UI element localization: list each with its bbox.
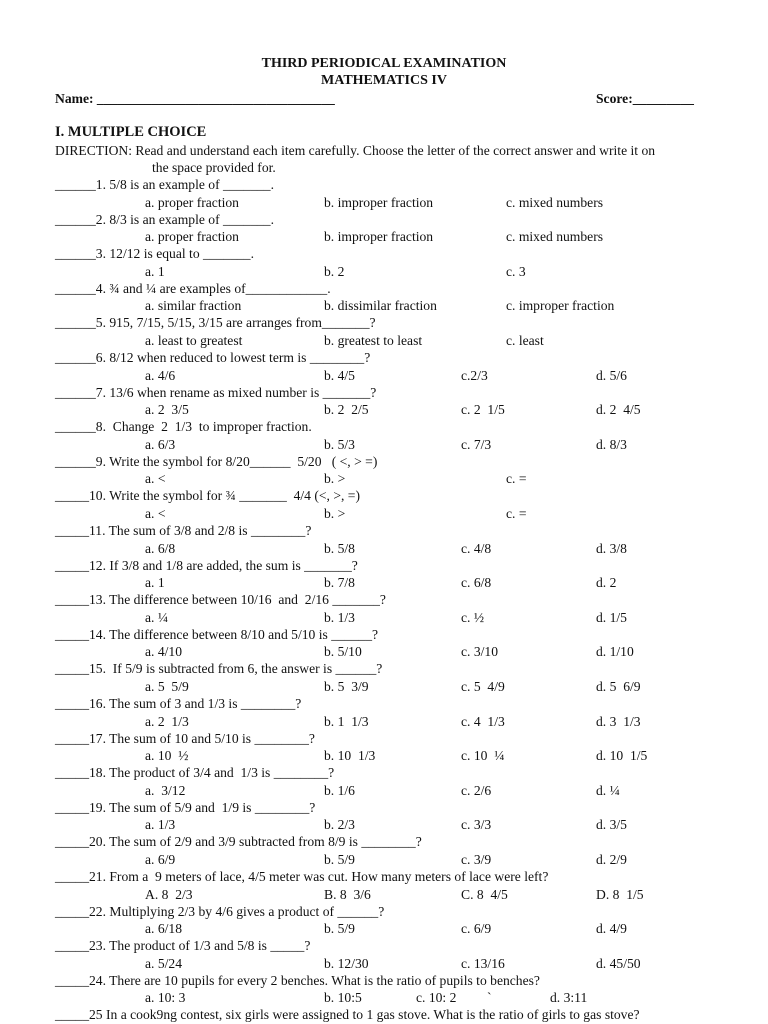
direction-text: DIRECTION: Read and understand each item carefully. Choose the letter of the correct answer and write it on xyxy=(55,143,656,158)
answer-option: c. improper fraction xyxy=(506,298,615,314)
question-text: _____20. The sum of 2/9 and 3/9 subtracted from 8/9 is ________? xyxy=(55,834,422,850)
answer-option: a. proper fraction xyxy=(145,194,239,210)
answer-option: c. 3 xyxy=(506,263,526,279)
answer-option: c. ½ xyxy=(461,609,485,625)
answer-option: d. 1/10 xyxy=(596,644,634,660)
answer-option: d. 8/3 xyxy=(596,436,627,452)
answer-option: c. = xyxy=(506,505,527,521)
exam-subject: MATHEMATICS IV xyxy=(321,73,447,88)
question-text: _____15. If 5/9 is subtracted from 6, the answer is ______? xyxy=(55,661,383,677)
answer-option: b. 12/30 xyxy=(324,955,369,971)
answer-option: b. dissimilar fraction xyxy=(324,298,437,314)
direction-text-cont: the space provided for. xyxy=(152,160,276,175)
answer-option: b. 5/8 xyxy=(324,540,355,556)
answer-option: b. 1/3 xyxy=(324,609,355,625)
answer-option: d. 5 6/9 xyxy=(596,678,641,694)
answer-option: a. 4/6 xyxy=(145,367,176,383)
question-text: _____11. The sum of 3/8 and 2/8 is ________? xyxy=(55,523,312,538)
answer-option: d. 2/9 xyxy=(596,851,627,867)
answer-option: a. 6/18 xyxy=(145,921,182,937)
answer-option: a. 5/24 xyxy=(145,955,182,971)
answer-option: c. mixed numbers xyxy=(506,194,604,210)
answer-option: d. 2 xyxy=(596,575,617,591)
answer-option: c. 3/3 xyxy=(461,817,492,833)
answer-option: b. 2 2/5 xyxy=(324,402,369,418)
answer-option: a. 1 xyxy=(145,575,165,591)
answer-option: b. 2/3 xyxy=(324,817,355,833)
answer-option: c. least xyxy=(506,332,544,348)
answer-option: b. improper fraction xyxy=(324,229,434,245)
answer-option: b. > xyxy=(324,505,346,521)
question-text: _____25 In a cook9ng contest, six girls were assigned to 1 gas stove. What is the ratio of girls to gas stove? xyxy=(55,1007,640,1023)
answer-option: d. 45/50 xyxy=(596,955,641,971)
answer-option: a. 6/8 xyxy=(145,540,176,556)
answer-option: c. 3/9 xyxy=(461,851,492,867)
answer-option: d. 4/9 xyxy=(596,921,627,937)
answer-option: B. 8 3/6 xyxy=(324,886,371,902)
answer-option: b. 10:5 xyxy=(324,990,362,1006)
answer-option: C. 8 4/5 xyxy=(461,886,508,902)
answer-option: a. 6/9 xyxy=(145,851,176,867)
answer-option: b. 4/5 xyxy=(324,367,355,383)
question-text: _____19. The sum of 5/9 and 1/9 is ________? xyxy=(55,799,316,815)
answer-option: a. ¼ xyxy=(145,609,169,625)
answer-option: a. similar fraction xyxy=(145,298,242,314)
answer-option: d. 3/8 xyxy=(596,540,627,556)
answer-option: c. 4 1/3 xyxy=(461,713,505,729)
question-text: _____17. The sum of 10 and 5/10 is ________? xyxy=(55,730,315,746)
question-text: ______2. 8/3 is an example of _______. xyxy=(55,211,274,227)
answer-option: d. 2 4/5 xyxy=(596,402,641,418)
answer-option: a. 2 1/3 xyxy=(145,713,189,729)
answer-option: b. 5/9 xyxy=(324,851,355,867)
question-text: _____24. There are 10 pupils for every 2 benches. What is the ratio of pupils to benches? xyxy=(55,972,540,988)
question-text: _____18. The product of 3/4 and 1/3 is ________? xyxy=(55,765,335,781)
answer-option: a. 1/3 xyxy=(145,817,176,833)
section-heading: I. MULTIPLE CHOICE xyxy=(55,124,207,140)
question-text: _____23. The product of 1/3 and 5/8 is _____? xyxy=(55,938,311,954)
answer-option: a. 5 5/9 xyxy=(145,678,189,694)
answer-option: c. = xyxy=(506,471,527,487)
answer-option: b. 5 3/9 xyxy=(324,678,369,694)
answer-option: d. 10 1/5 xyxy=(596,748,648,764)
answer-option: b. 5/9 xyxy=(324,921,355,937)
answer-option: d. 3:11 xyxy=(550,990,588,1006)
answer-option: b. 5/3 xyxy=(324,436,355,452)
answer-option: a. 3/12 xyxy=(145,782,186,798)
answer-option: b. improper fraction xyxy=(324,194,434,210)
question-text: _____16. The sum of 3 and 1/3 is ________? xyxy=(55,696,302,711)
answer-option: c. mixed numbers xyxy=(506,229,604,245)
score-field: Score:_________ xyxy=(596,91,694,106)
question-text: _____10. Write the symbol for ¾ _______ 4/4 (<, >, =) xyxy=(55,488,360,504)
answer-option: a. < xyxy=(145,471,166,487)
answer-option: c. 6/8 xyxy=(461,575,492,591)
answer-option: a. 10 ½ xyxy=(145,748,189,764)
answer-option: b. 2 xyxy=(324,263,345,279)
question-text: ______9. Write the symbol for 8/20______ 5/20 ( <, > =) xyxy=(55,453,378,469)
answer-option: a. 1 xyxy=(145,263,165,279)
answer-option: c. 10 ¼ xyxy=(461,748,505,764)
answer-option: b. 5/10 xyxy=(324,644,362,660)
answer-option: b. greatest to least xyxy=(324,332,423,348)
answer-option: b. 1 1/3 xyxy=(324,713,369,729)
question-text: ______5. 915, 7/15, 5/15, 3/15 are arranges from_______? xyxy=(55,315,376,331)
question-text: _____14. The difference between 8/10 and 5/10 is ______? xyxy=(55,626,379,642)
answer-option: D. 8 1/5 xyxy=(596,886,644,902)
answer-option: A. 8 2/3 xyxy=(145,886,193,902)
answer-option: c.2/3 xyxy=(461,367,488,383)
answer-option: c. 3/10 xyxy=(461,644,498,660)
question-text: ______4. ¾ and ¼ are examples of____________. xyxy=(55,280,331,296)
question-text: ______6. 8/12 when reduced to lowest term is ________? xyxy=(55,350,371,365)
question-text: _____12. If 3/8 and 1/8 are added, the sum is _______? xyxy=(55,557,358,573)
answer-option: a. proper fraction xyxy=(145,229,239,245)
answer-option: c. 2 1/5 xyxy=(461,402,505,418)
answer-option: d. 1/5 xyxy=(596,609,627,625)
answer-option: d. 3 1/3 xyxy=(596,713,641,729)
answer-option: c. 6/9 xyxy=(461,921,492,937)
question-text: ______8. Change 2 1/3 to improper fraction. xyxy=(55,419,312,435)
question-text: _____21. From a 9 meters of lace, 4/5 meter was cut. How many meters of lace were left? xyxy=(55,869,549,884)
exam-title: THIRD PERIODICAL EXAMINATION xyxy=(261,56,507,71)
question-text: _____13. The difference between 10/16 and 2/16 _______? xyxy=(55,592,386,608)
question-text: ______7. 13/6 when rename as mixed number is _______? xyxy=(55,384,377,400)
question-text: _____22. Multiplying 2/3 by 4/6 gives a product of ______? xyxy=(55,903,385,919)
answer-option: a. < xyxy=(145,505,166,521)
answer-option: b. 7/8 xyxy=(324,575,355,591)
answer-option: b. 1/6 xyxy=(324,782,355,798)
question-text: ______3. 12/12 is equal to _______. xyxy=(55,246,254,262)
answer-option: d. 3/5 xyxy=(596,817,627,833)
answer-option: a. 10: 3 xyxy=(145,990,186,1006)
name-field: Name: ___________________________________ xyxy=(55,91,335,106)
answer-option: c. 10: 2 ` xyxy=(416,990,492,1006)
answer-option: a. 2 3/5 xyxy=(145,402,189,418)
answer-option: c. 4/8 xyxy=(461,540,492,556)
answer-option: c. 2/6 xyxy=(461,782,492,798)
answer-option: b. > xyxy=(324,471,346,487)
answer-option: c. 5 4/9 xyxy=(461,678,505,694)
answer-option: a. 6/3 xyxy=(145,436,176,452)
answer-option: c. 13/16 xyxy=(461,955,505,971)
question-text: ______1. 5/8 is an example of _______. xyxy=(55,177,274,192)
answer-option: b. 10 1/3 xyxy=(324,748,376,764)
answer-option: d. 5/6 xyxy=(596,367,627,383)
answer-option: a. 4/10 xyxy=(145,644,182,660)
answer-option: a. least to greatest xyxy=(145,332,243,348)
answer-option: c. 7/3 xyxy=(461,436,492,452)
answer-option: d. ¼ xyxy=(596,782,620,798)
